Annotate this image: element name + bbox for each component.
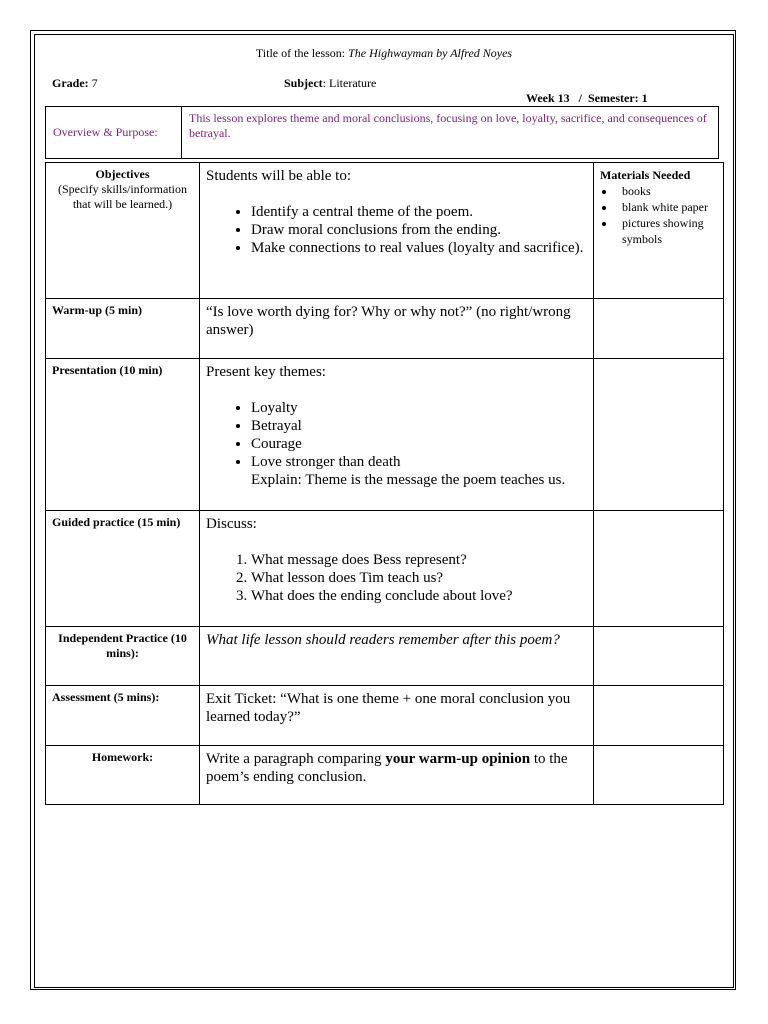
independent-materials (594, 627, 724, 686)
list-item: 2. What lesson does Tim teach us? (251, 569, 587, 587)
independent-content: What life lesson should readers remember after this poem? (200, 627, 594, 686)
objectives-label: Objectives (95, 167, 150, 181)
materials-list (600, 183, 717, 247)
subject-label: Subject (284, 76, 323, 90)
homework-materials (594, 746, 724, 805)
guided-list (206, 551, 587, 605)
presentation-intro: Present key themes: (206, 364, 326, 380)
lesson-title-prefix: Title of the lesson: (255, 46, 349, 60)
homework-text-bold: your warm-up opinion (385, 751, 531, 767)
list-item: • Draw moral conclusions from the ending. (251, 221, 587, 239)
assessment-content: Exit Ticket: “What is one theme + one moral conclusion you learned today?” (200, 686, 594, 746)
warmup-row (46, 299, 724, 359)
list-item: • Loyalty (251, 399, 587, 417)
homework-content (200, 746, 594, 805)
assessment-row (46, 686, 724, 746)
warmup-materials (594, 299, 724, 359)
warmup-content: “Is love worth dying for? Why or why not?” (no right/wrong answer) (200, 299, 594, 359)
list-item: • pictures showing symbols (616, 215, 717, 247)
grade (52, 76, 98, 91)
guided-content (200, 511, 594, 627)
presentation-label: Presentation (10 min) (46, 359, 200, 511)
assessment-label: Assessment (5 mins): (46, 686, 200, 746)
materials-label: Materials Needed (600, 168, 691, 182)
homework-text-after: to the poem’s ending conclusion. (206, 751, 568, 785)
warmup-label: Warm-up (5 min) (46, 299, 200, 359)
independent-label: Independent Practice (10 mins): (46, 627, 200, 686)
lesson-title-text: The Highwayman by Alfred Noyes (348, 46, 513, 60)
lesson-title (0, 46, 768, 61)
list-item: 1. What message does Bess represent? (251, 551, 587, 569)
overview-label: Overview & Purpose: (46, 107, 182, 158)
objectives-list (206, 203, 587, 257)
lesson-plan-table (45, 162, 724, 805)
guided-row (46, 511, 724, 627)
objectives-row (46, 163, 724, 299)
list-item: 3. What does the ending conclude about love? (251, 587, 587, 605)
objectives-sublabel: (Specify skills/information that will be learned.) (58, 182, 187, 211)
week-semester-text: Week 13 / Semester: 1 (526, 91, 648, 105)
homework-row (46, 746, 724, 805)
presentation-content (200, 359, 594, 511)
objectives-label-cell (46, 163, 200, 299)
list-item: • blank white paper (616, 199, 717, 215)
list-item: • Love stronger than death (251, 453, 587, 471)
list-item: • Make connections to real values (loyalty and sacrifice). (251, 239, 587, 257)
materials-cell (594, 163, 724, 299)
presentation-materials (594, 359, 724, 511)
list-item: • Identify a central theme of the poem. (251, 203, 587, 221)
subject (284, 76, 376, 91)
objectives-content (200, 163, 594, 299)
week-semester (520, 76, 648, 106)
guided-intro: Discuss: (206, 516, 257, 532)
objectives-intro: Students will be able to: (206, 168, 351, 184)
presentation-explain: Explain: Theme is the message the poem teaches us. (251, 472, 566, 488)
homework-text-before: Write a paragraph comparing (206, 751, 386, 767)
list-item: • Betrayal (251, 417, 587, 435)
overview-text: This lesson explores theme and moral conclusions, focusing on love, loyalty, sacrifice, and consequences of betrayal. (189, 111, 707, 140)
list-item: • Courage (251, 435, 587, 453)
presentation-row (46, 359, 724, 511)
list-item: • books (616, 183, 717, 199)
assessment-materials (594, 686, 724, 746)
overview-box (45, 106, 719, 159)
grade-label: Grade: (52, 76, 89, 90)
guided-label: Guided practice (15 min) (46, 511, 200, 627)
subject-value: : Literature (322, 76, 377, 90)
independent-row (46, 627, 724, 686)
homework-label: Homework: (46, 746, 200, 805)
presentation-list (206, 399, 587, 471)
guided-materials (594, 511, 724, 627)
grade-value: 7 (88, 76, 98, 90)
